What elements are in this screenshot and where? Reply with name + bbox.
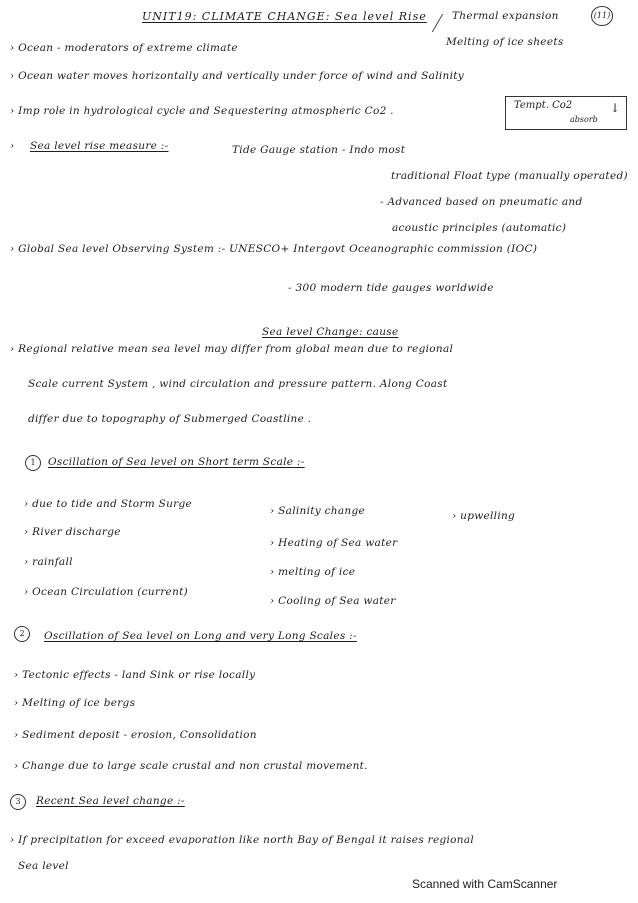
down-arrow-icon: ↓ (610, 101, 621, 115)
section-number: 3 (10, 794, 26, 810)
section-heading: Oscillation of Sea level on Long and very Long Scales :- (44, 630, 357, 642)
list-item: › Salinity change (270, 505, 366, 517)
list-item: › Cooling of Sea water (270, 595, 396, 607)
page-number: (11) (591, 6, 613, 26)
section-line: Sea level (18, 860, 69, 872)
measure-bullet: › (10, 140, 19, 152)
scanner-watermark: Scanned with CamScanner (412, 877, 558, 891)
list-item: › Melting of ice bergs (14, 697, 136, 709)
list-item: › due to tide and Storm Surge (24, 498, 193, 510)
temp-co2-box (505, 96, 627, 130)
section-number: 1 (25, 455, 41, 471)
section-number: 2 (14, 626, 30, 642)
measure-line: - Advanced based on pneumatic and (380, 196, 583, 208)
list-item: › Sediment deposit - erosion, Consolidation (14, 729, 257, 741)
measure-line: Tide Gauge station - Indo most (232, 144, 406, 156)
gloss-line: › Global Sea level Observing System :- UNESCO+ Intergovt Oceanographic commission (IOC) (10, 243, 538, 255)
list-item: › Change due to large scale crustal and non crustal movement. (14, 760, 368, 772)
list-item: › upwelling (452, 510, 516, 522)
list-item: › Tectonic effects - land Sink or rise locally (14, 669, 256, 681)
list-item: › Heating of Sea water (270, 537, 398, 549)
list-item: › Ocean Circulation (current) (24, 586, 189, 598)
section-heading: Oscillation of Sea level on Short term Scale :- (48, 456, 305, 468)
measure-line: traditional Float type (manually operated) (391, 170, 628, 182)
measure-line: acoustic principles (automatic) (392, 222, 567, 234)
cause-para: Scale current System , wind circulation and pressure pattern. Along Coast (28, 378, 448, 390)
section-line: › If precipitation for exceed evaporation like north Bay of Bengal it raises regional (10, 834, 475, 846)
list-item: › rainfall (24, 556, 73, 568)
measure-label: Sea level rise measure :- (30, 140, 169, 152)
cause-para: › Regional relative mean sea level may differ from global mean due to regional (10, 343, 454, 355)
intro-line: › Imp role in hydrological cycle and Sequestering atmospheric Co2 . (10, 105, 394, 117)
side-note-thermal: Thermal expansion (452, 10, 559, 22)
cause-heading: Sea level Change: cause (262, 326, 399, 338)
page-title: UNIT19: CLIMATE CHANGE: Sea level Rise (142, 10, 427, 23)
cause-para: differ due to topography of Submerged Coastline . (28, 413, 312, 425)
intro-line: › Ocean water moves horizontally and vertically under force of wind and Salinity (10, 70, 464, 82)
side-note-melting: Melting of ice sheets (446, 36, 564, 48)
box-line-1: Tempt. Co2 (514, 100, 573, 111)
list-item: › melting of ice (270, 566, 356, 578)
box-line-2: absorb (570, 115, 598, 124)
intro-line: › Ocean - moderators of extreme climate (10, 42, 238, 54)
gloss-line: - 300 modern tide gauges worldwide (288, 282, 494, 294)
section-heading: Recent Sea level change :- (36, 795, 185, 807)
list-item: › River discharge (24, 526, 121, 538)
